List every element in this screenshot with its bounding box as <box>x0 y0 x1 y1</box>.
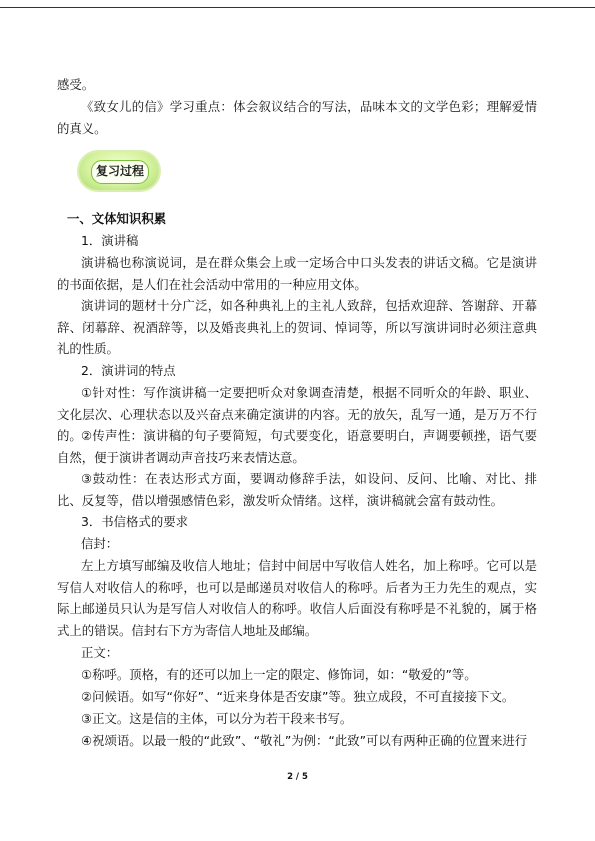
paragraph: 信封： <box>81 536 119 551</box>
paragraph: 正文： <box>81 645 119 660</box>
subheading: 2．演讲词的特点 <box>81 363 176 378</box>
subheading: 3．书信格式的要求 <box>81 514 189 529</box>
paragraph: ③正文。这是信的主体，可以分为若干段来书写。 <box>81 711 353 726</box>
paragraph: ②传声性：演讲稿的句子要简短，句式要变化，语意要明白，声调要顿挫，语气要自然，便于演讲者调动声音技巧来表情达意。 <box>57 428 537 465</box>
paragraph: ①针对性：写作演讲稿一定要把听众对象调查清楚，根据不同听众的年龄、职业、文化层次、心理状态以及兴奋点来确定演讲的内容。无的放矢，乱写一通，是万万不行的。 <box>57 385 537 444</box>
paragraph: 《致女儿的信》学习重点：体会叙议结合的写法，品味本文的文学色彩；理解爱情的真义。 <box>57 99 537 136</box>
badge-label: 复习过程 <box>95 164 144 178</box>
paragraph: ③鼓动性：在表达形式方面，要调动修辞手法，如设问、反问、比喻、对比、排比、反复等，借以增强感情色彩，激发听众情绪。这样，演讲稿就会富有鼓动性。 <box>57 471 537 508</box>
paragraph: 演讲词的题材十分广泛，如各种典礼上的主礼人致辞，包括欢迎辞、答谢辞、开幕辞、闭幕辞、祝酒辞等，以及婚丧典礼上的贺词、悼词等，所以写演讲词时必须注意典礼的性质。 <box>57 298 537 357</box>
paragraph: ②问候语。如写“你好”、“近来身体是否安康”等。独立成段，不可直接接下文。 <box>81 689 515 704</box>
paragraph: ④祝颂语。以最一般的“此致”、“敬礼”为例：“此致”可以有两种正确的位置来进行 <box>81 733 528 748</box>
subheading: 1．演讲稿 <box>81 233 139 248</box>
paragraph: ①称呼。顶格，有的还可以加上一定的限定、修饰词，如：“敬爱的”等。 <box>81 667 477 682</box>
review-process-badge <box>79 150 159 194</box>
paragraph: 感受。 <box>57 77 95 92</box>
header-rule <box>0 7 595 8</box>
paragraph: 演讲稿也称演说词，是在群众集会上或一定场合中口头发表的讲话文稿。它是演讲的书面依据，是人们在社会活动中常用的一种应用文体。 <box>57 255 537 292</box>
page-number: 2 / 5 <box>287 772 308 782</box>
paragraph: 左上方填写邮编及收信人地址；信封中间居中写收信人姓名，加上称呼。它可以是写信人对收信人的称呼，也可以是邮递员对收信人的称呼。后者为王力先生的观点，实际上邮递员只认为是写信人对收信人的称呼。收信人后面没有称呼是不礼貌的，属于格式上的错误。信封右下方为寄信人地址及邮编。 <box>57 558 537 638</box>
section-heading: 一、文体知识积累 <box>67 211 167 226</box>
